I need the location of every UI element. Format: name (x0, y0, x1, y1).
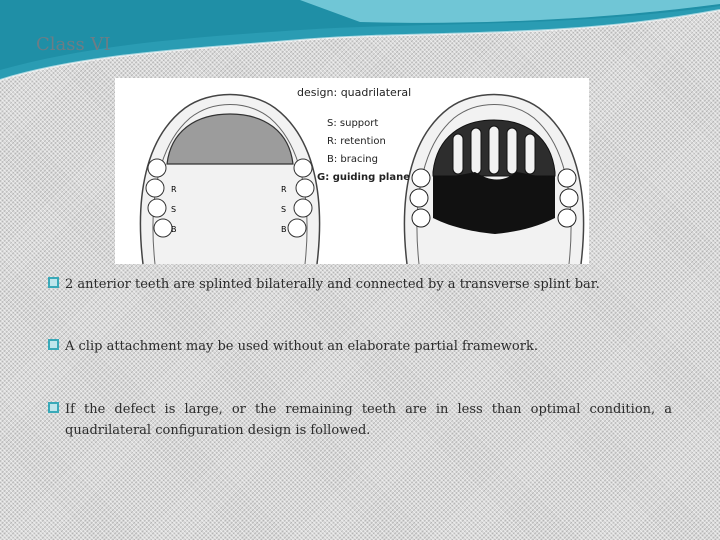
bullet-item (48, 274, 672, 295)
bullet-square-icon (48, 339, 59, 350)
legend-guiding-plane: G: guiding plane (317, 172, 410, 183)
bullet-text: 2 anterior teeth are splinted bilaterally and connected by a transverse splint bar. (65, 277, 600, 292)
legend-retention: R: retention (327, 136, 386, 147)
bullet-item (48, 399, 672, 441)
legend-design: design: quadrilateral (297, 86, 412, 99)
left-arch-diagram (140, 95, 319, 265)
left-label-b: B (171, 225, 177, 234)
right-label-s: S (281, 205, 287, 214)
right-label-r: R (281, 185, 287, 194)
right-label-b: B (281, 225, 287, 234)
bullet-square-icon (48, 402, 59, 413)
left-label-r: R (171, 185, 177, 194)
legend-bracing: B: bracing (327, 154, 378, 165)
bullet-text: A clip attachment may be used without an elaborate partial framework. (65, 339, 538, 354)
arch-diagrams (115, 78, 589, 264)
legend-support: S: support (327, 118, 379, 129)
bullet-item (48, 336, 672, 357)
left-label-s: S (171, 205, 177, 214)
denture-design-figure (115, 78, 589, 264)
bullet-square-icon (48, 277, 59, 288)
bullet-text: If the defect is large, or the remaining teeth are in less than optimal condition, a quadrilateral configuration design is followed. (65, 402, 672, 438)
slide-title: Class VI (36, 34, 111, 55)
right-arch-diagram (404, 95, 583, 265)
